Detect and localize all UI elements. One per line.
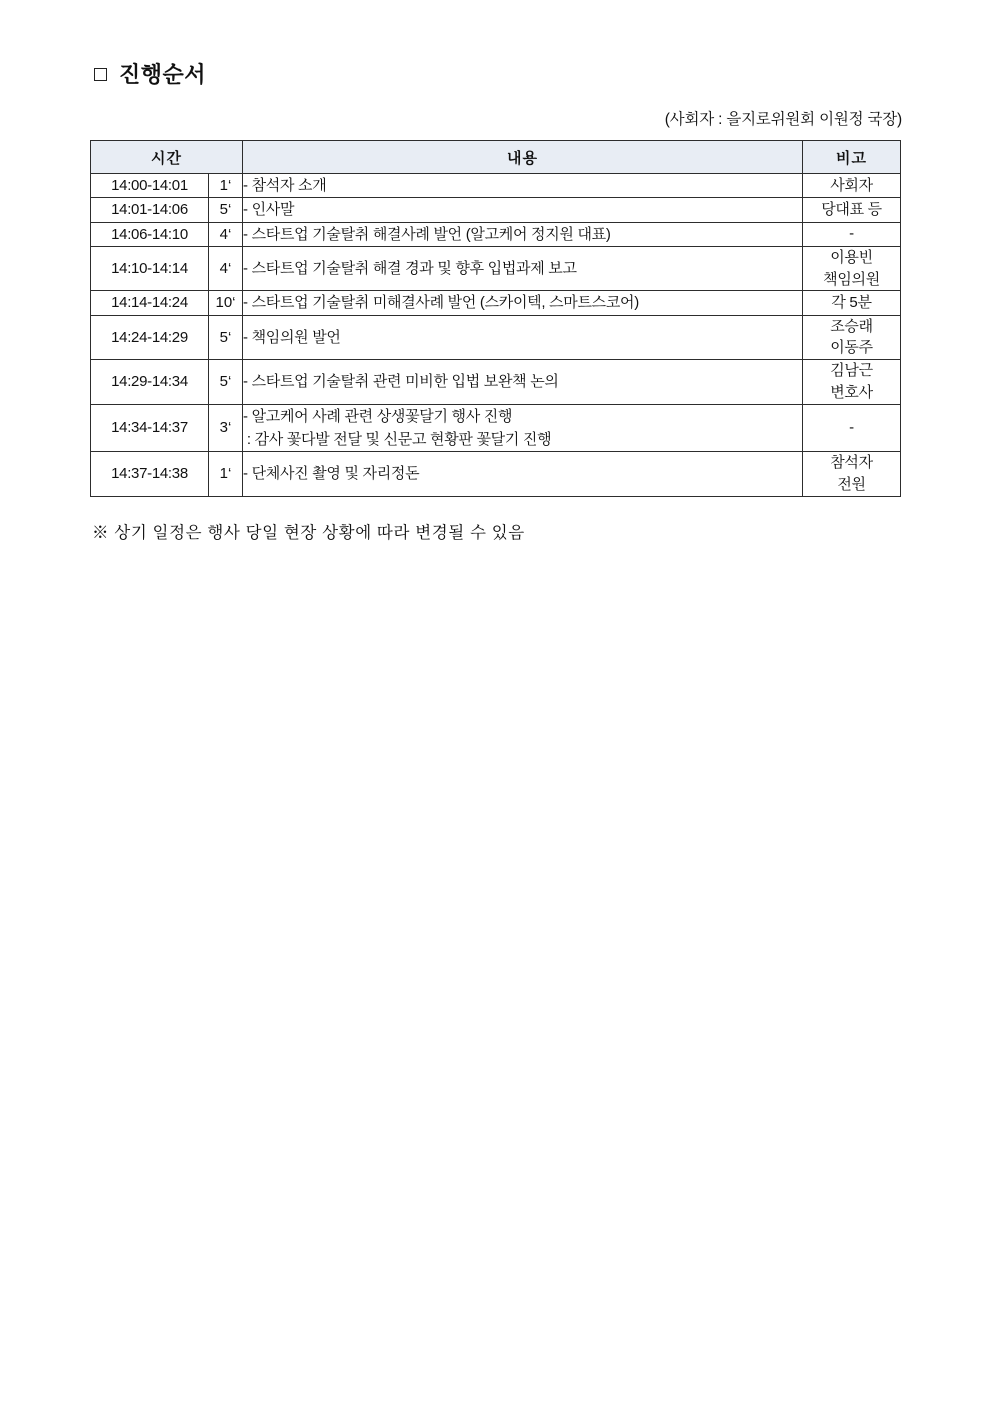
schedule-note-line: 전원: [837, 475, 866, 493]
schedule-duration: 3‘: [209, 404, 243, 452]
schedule-duration: 5‘: [209, 198, 243, 222]
schedule-content: [243, 174, 803, 198]
schedule-note: [803, 360, 901, 405]
schedule-content: [243, 404, 803, 452]
schedule-note-line: 이용빈: [830, 248, 873, 266]
schedule-content-line: - 스타트업 기술탈취 해결 경과 및 향후 입법과제 보고: [243, 259, 577, 277]
schedule-content-line: - 단체사진 촬영 및 자리정돈: [243, 465, 420, 483]
schedule-time: 14:37-14:38: [91, 452, 209, 497]
schedule-duration: 1‘: [209, 174, 243, 198]
schedule-note: [803, 404, 901, 452]
document-heading: [94, 58, 902, 89]
schedule-note: [803, 222, 901, 246]
schedule-table: [90, 140, 901, 497]
table-row: [91, 360, 901, 405]
schedule-note-line: 이동주: [830, 339, 873, 357]
schedule-time: 14:34-14:37: [91, 404, 209, 452]
schedule-time: 14:29-14:34: [91, 360, 209, 405]
schedule-content: [243, 246, 803, 291]
column-header-content: 내용: [243, 141, 803, 174]
schedule-content-line: - 인사말: [243, 201, 295, 219]
schedule-content-line: - 알고케어 사례 관련 상생꽃달기 행사 진행: [243, 407, 513, 425]
table-header-row: [91, 141, 901, 174]
schedule-note-line: 당대표 등: [821, 201, 882, 218]
schedule-note-line: 책임의원: [823, 270, 880, 288]
schedule-time: 14:24-14:29: [91, 315, 209, 360]
schedule-time: 14:06-14:10: [91, 222, 209, 246]
schedule-content-line: - 스타트업 기술탈취 해결사례 발언 (알고케어 정지원 대표): [243, 225, 611, 243]
schedule-duration: 10‘: [209, 291, 243, 315]
schedule-note-line: -: [849, 418, 854, 436]
schedule-note-line: 참석자: [830, 454, 873, 471]
schedule-time: 14:14-14:24: [91, 291, 209, 315]
schedule-duration: 4‘: [209, 222, 243, 246]
schedule-content: [243, 198, 803, 222]
schedule-time: 14:00-14:01: [91, 174, 209, 198]
table-row: [91, 315, 901, 360]
schedule-note-line: 변호사: [830, 383, 873, 401]
table-row: [91, 198, 901, 222]
table-row: [91, 404, 901, 452]
schedule-time: 14:01-14:06: [91, 198, 209, 222]
schedule-content-line: - 책임의원 발언: [243, 328, 341, 346]
schedule-duration: 5‘: [209, 315, 243, 360]
table-row: [91, 246, 901, 291]
schedule-duration: 1‘: [209, 452, 243, 497]
square-bullet-icon: [94, 68, 107, 81]
schedule-note-line: 김남근: [830, 362, 873, 379]
host-note: (사회자 : 을지로위원회 이원정 국장): [664, 111, 902, 128]
page-title: 진행순서: [119, 62, 207, 87]
table-row: [91, 174, 901, 198]
footnote: ※ 상기 일정은 행사 당일 현장 상황에 따라 변경될 수 있음: [92, 523, 525, 542]
schedule-note: [803, 174, 901, 198]
schedule-note-line: 조승래: [830, 317, 873, 335]
schedule-note: [803, 246, 901, 291]
schedule-note: [803, 315, 901, 360]
table-row: [91, 452, 901, 497]
schedule-content: [243, 360, 803, 405]
schedule-time: 14:10-14:14: [91, 246, 209, 291]
schedule-content: [243, 222, 803, 246]
schedule-duration: 5‘: [209, 360, 243, 405]
schedule-content-line: - 스타트업 기술탈취 관련 미비한 입법 보완책 논의: [243, 373, 559, 391]
column-header-time: 시간: [91, 141, 243, 174]
schedule-content-line: - 참석자 소개: [243, 177, 327, 194]
schedule-note-line: -: [849, 225, 854, 243]
schedule-note: [803, 198, 901, 222]
column-header-note: 비고: [803, 141, 901, 174]
schedule-note-line: 각 5분: [831, 294, 872, 311]
table-row: [91, 291, 901, 315]
table-row: [91, 222, 901, 246]
schedule-content: [243, 291, 803, 315]
schedule-content-line: : 감사 꽃다발 전달 및 신문고 현황판 꽃달기 진행: [243, 430, 552, 448]
schedule-content: [243, 315, 803, 360]
schedule-duration: 4‘: [209, 246, 243, 291]
schedule-content-line: - 스타트업 기술탈취 미해결사례 발언 (스카이텍, 스마트스코어): [243, 294, 639, 312]
schedule-note: [803, 452, 901, 497]
schedule-note-line: 사회자: [830, 176, 873, 194]
schedule-content: [243, 452, 803, 497]
schedule-note: [803, 291, 901, 315]
